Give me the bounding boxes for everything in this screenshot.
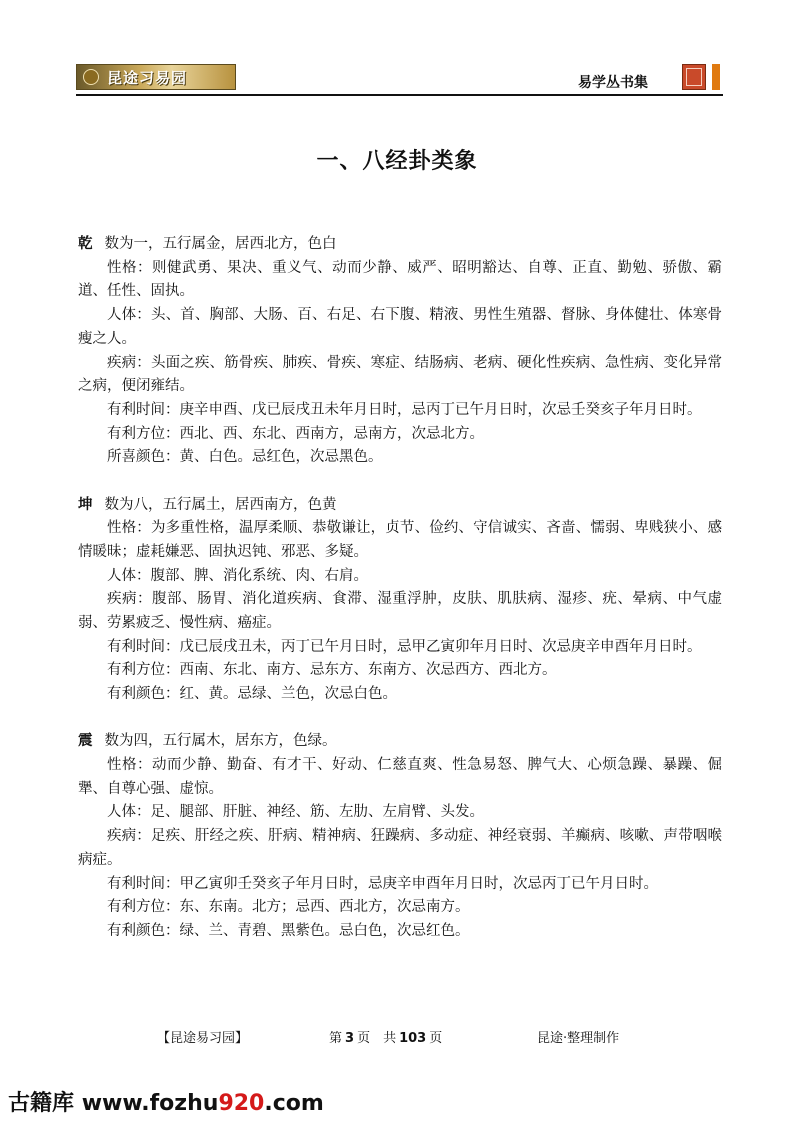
trait-line: 性格：动而少静、勤奋、有才干、好动、仁慈直爽、性急易怒、脾气大、心烦急躁、暴躁、倔犟、自尊心强、虚惊。 [78, 757, 722, 797]
section-summary: 数为四，五行属木，居东方，色绿。 [104, 733, 337, 750]
document-body [78, 233, 722, 944]
section-heading [78, 494, 722, 518]
watermark-site-number: 920 [218, 1091, 265, 1116]
trigram-name: 乾 [78, 236, 93, 252]
color-line: 有利颜色：绿、兰、青碧、黑紫色。忌白色，次忌红色。 [107, 922, 470, 939]
page-counter [329, 1027, 442, 1046]
section-summary: 数为一，五行属金，居西北方，色白 [104, 236, 337, 252]
watermark-site-prefix: www.fozhu [81, 1091, 219, 1116]
page-prefix: 第 [329, 1031, 343, 1046]
disease-line: 疾病：足疾、肝经之疾、肝病、精神病、狂躁病、多动症、神经衰弱、羊癫病、咳嗽、声带咽喉病症。 [78, 828, 722, 868]
section-heading [78, 730, 722, 754]
disease-line: 疾病：腹部、肠胃、消化道疾病、食滞、湿重浮肿，皮肤、肌肤病、湿疹、疣、晕病、中气虚弱、劳累疲乏、慢性病、癌症。 [78, 591, 722, 632]
footer-credit: 昆途·整理制作 [537, 1031, 620, 1046]
seal-stamp-icon [682, 64, 706, 90]
time-line: 有利时间：戊已辰戌丑未，丙丁已午月日时，忌甲乙寅卯年月日时、次忌庚辛申酉年月日时。 [107, 638, 702, 655]
page-title: 一、八经卦类象 [316, 149, 478, 174]
trait-line: 性格：则健武勇、果决、重义气、动而少静、威严、昭明豁达、自尊、正直、勤勉、骄傲、霸道、任性、固执。 [78, 259, 722, 300]
series-title: 易学丛书集 [578, 75, 648, 91]
time-line: 有利时间：庚辛申酉、戊已辰戌丑未年月日时，忌丙丁已午月日时，次忌壬癸亥子年月日时。 [107, 401, 702, 418]
accent-bar [712, 64, 720, 90]
color-line: 有利颜色：红、黄。忌绿、兰色，次忌白色。 [107, 686, 397, 703]
page-mid: 页 共 [357, 1031, 397, 1046]
direction-line: 有利方位：西北、西、东北、西南方，忌南方，次忌北方。 [107, 425, 484, 442]
site-logo [76, 64, 236, 90]
trait-line: 性格：为多重性格，温厚柔顺、恭敬谦让，贞节、俭约、守信诚实、吝啬、懦弱、卑贱狭小、感情暖昧；虚耗嫌恶、固执迟钝、邪恶、多疑。 [78, 520, 722, 560]
logo-emblem-icon [83, 69, 99, 85]
footer-source: 【昆途易习园】 [157, 1031, 249, 1046]
time-line: 有利时间：甲乙寅卯壬癸亥子年月日时，忌庚辛申酉年月日时，次忌丙丁已午月日时。 [107, 875, 658, 892]
disease-line: 疾病：头面之疾、筋骨疾、肺疾、骨疾、寒症、结肠病、老病、硬化性疾病、急性病、变化异常之病，便闭雍结。 [78, 354, 722, 395]
page-header [76, 64, 723, 94]
section-kun [78, 494, 722, 707]
section-zhen [78, 730, 722, 943]
body-line: 人体：足、腿部、肝脏、神经、筋、左肋、左肩臂、头发。 [107, 804, 484, 821]
section-summary: 数为八，五行属土，居西南方，色黄 [104, 496, 337, 513]
section-heading [78, 233, 722, 257]
body-line: 人体：腹部、脾、消化系统、肉、右肩。 [107, 567, 368, 584]
direction-line: 有利方位：西南、东北、南方、忌东方、东南方、次忌西方、西北方。 [107, 662, 557, 679]
body-line: 人体：头、首、胸部、大肠、百、右足、右下腹、精液、男性生殖器、督脉、身体健壮、体寒骨瘦之人。 [78, 307, 722, 347]
watermark-label: 古籍库 [8, 1091, 75, 1116]
watermark-site-suffix: .com [264, 1091, 324, 1116]
trigram-name: 震 [78, 733, 93, 750]
header-rule [76, 94, 723, 96]
color-line: 所喜颜色：黄、白色。忌红色，次忌黑色。 [107, 449, 383, 466]
total-pages: 103 [399, 1031, 427, 1046]
site-watermark [8, 1086, 324, 1117]
page-number: 3 [345, 1031, 355, 1046]
direction-line: 有利方位：东、东南。北方；忌西、西北方，次忌南方。 [107, 899, 470, 916]
logo-text: 昆途习易园 [107, 69, 188, 87]
section-qian [78, 233, 722, 470]
trigram-name: 坤 [78, 496, 93, 513]
page-footer [0, 1027, 794, 1047]
page-suffix: 页 [429, 1031, 443, 1046]
